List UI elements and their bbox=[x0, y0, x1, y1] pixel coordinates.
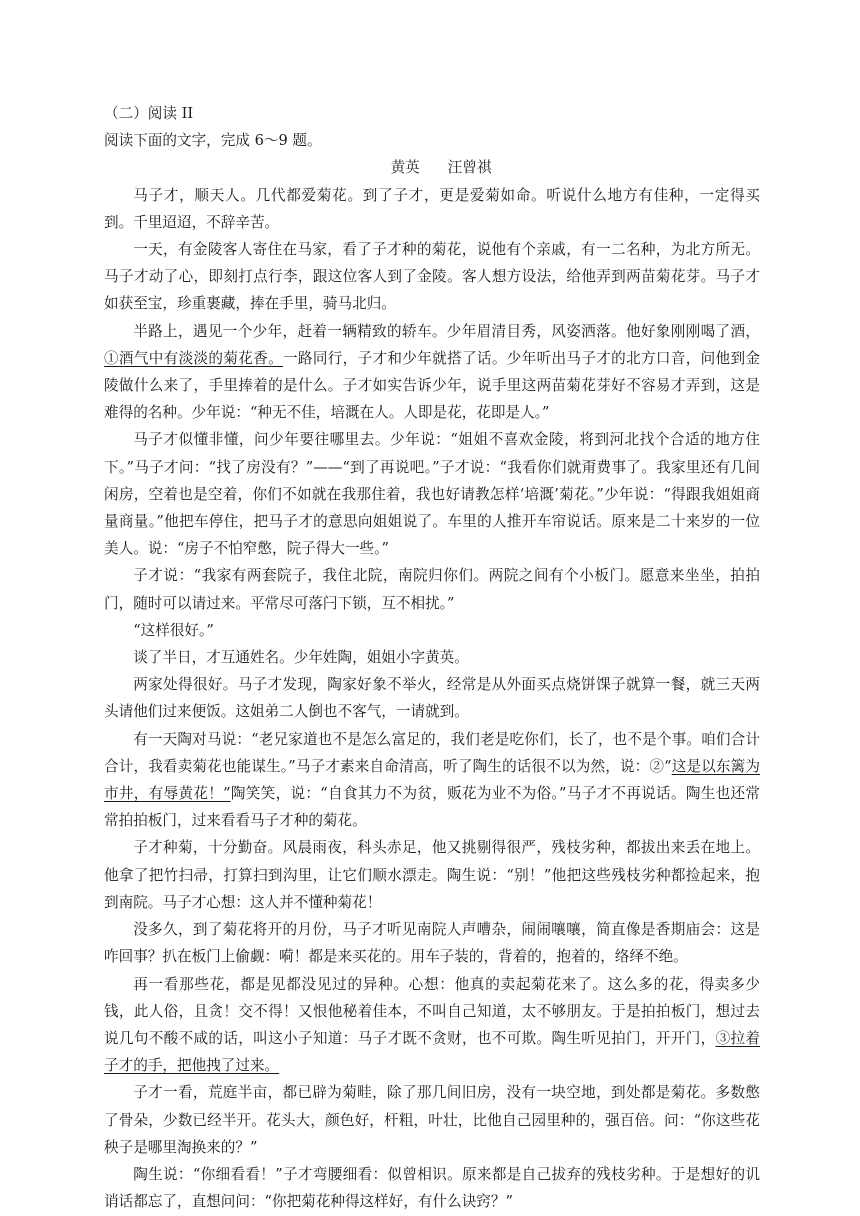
paragraph bbox=[104, 318, 760, 427]
paragraph bbox=[104, 671, 760, 725]
article-body bbox=[104, 182, 760, 1216]
paragraph-text: 谈了半日，才互通姓名。少年姓陶，姐姐小字黄英。 bbox=[133, 649, 469, 667]
paragraph-text: 马子才似懂非懂，问少年要往哪里去。少年说：“姐姐不喜欢金陵，将到河北找个合适的地方住下。”马子才问：“找了房没有？”——“到了再说吧。”子才说：“我看你们就甭费事了。我家里还有几间闲房，空着也是空着，你们不如就在我那住着，我也好请教怎样‘培溉’菊花。”少年说：“得跟我姐姐商量商量。”他把车停住，把马子才的意思向姐姐说了。车里的人推开车帘说话。原来是二十来岁的一位美人。说：“房子不怕窄憋，院子得大一些。” bbox=[104, 431, 760, 558]
paragraph bbox=[104, 1079, 760, 1161]
paragraph-text: 马子才，顺天人。几代都爱菊花。到了子才，更是爱菊如命。听说什么地方有佳种，一定得买到。千里迢迢，不辞辛苦。 bbox=[104, 186, 760, 231]
paragraph bbox=[104, 971, 760, 1080]
paragraph-text: 子才一看，荒庭半亩，都已辟为菊畦，除了那几间旧房，没有一块空地，到处都是菊花。多数憋了骨朵，少数已经半开。花头大，颜色好，杆粗，叶壮，比他自己园里种的，强百倍。问：“你这些花秧子是哪里淘换来的？” bbox=[104, 1084, 760, 1156]
paragraph-text: 再一看那些花，都是见都没见过的异种。心想：他真的卖起菊花来了。这么多的花，得卖多少钱，此人俗，且贪！交不得！又恨他秘着佳本，不叫自己知道，太不够朋友。于是拍拍板门，想过去说几句不酸不咸的话，叫这小子知道：马子才既不贪财，也不可欺。陶生听见拍门，开开门， bbox=[104, 975, 760, 1047]
underlined-passage: 这是以东篱为市井，有辱黄花！” bbox=[104, 757, 760, 803]
paragraph-text: “这样很好。” bbox=[133, 621, 214, 639]
paragraph-text: 有一天陶对马说：“老兄家道也不是怎么富足的，我们老是吃你们，长了，也不是个事。咱们合计合计，我看卖菊花也能谋生。”马子才素来自命清高，听了陶生的话很不以为然，说：②“ bbox=[104, 730, 760, 775]
paragraph bbox=[104, 834, 760, 916]
paragraph-text: 陶生说：“你细看看！”子才弯腰细看：似曾相识。原来都是自己拔弃的残枝劣种。于是想好的讥诮话都忘了，直想问问：“你把菊花种得这样好，有什么诀窍？” bbox=[104, 1165, 760, 1211]
paragraph-text: 半路上，遇见一个少年，赶着一辆精致的轿车。少年眉清目秀，风姿洒落。他好象刚刚喝了酒， bbox=[133, 322, 760, 340]
paragraph bbox=[104, 1161, 760, 1215]
article-page bbox=[104, 100, 760, 1215]
paragraph-text: 两家处得很好。马子才发现，陶家好象不举火，经常是从外面买点烧饼馃子就算一餐，就三天两头请他们过来便饭。这姐弟二人倒也不客气，一请就到。 bbox=[104, 676, 760, 721]
article-title: 黄英 bbox=[390, 159, 420, 177]
paragraph-text: 陶笑笑，说：“自食其力不为贫，贩花为业不为俗。”马子才不再说话。陶生也还常常拍拍板门，过来看看马子才种的菊花。 bbox=[104, 785, 760, 830]
paragraph bbox=[104, 726, 760, 835]
paragraph bbox=[104, 562, 760, 616]
paragraph-text: 子才说：“我家有两套院子，我住北院，南院归你们。两院之间有个小板门。愿意来坐坐，拍拍门，随时可以请过来。平常尽可落闩下锁，互不相扰。” bbox=[104, 567, 760, 612]
section-heading: （二）阅读 II bbox=[104, 105, 194, 122]
paragraph-text: 子才种菊，十分勤奋。风晨雨夜，科头赤足，他又挑剔得很严，残枝劣种，都拔出来丢在地上。他拿了把竹扫帚，打算扫到沟里，让它们顺水漂走。陶生说：“别！”他把这些残枝劣种都捡起来，抱到南院。马子才心想：这人并不懂种菊花！ bbox=[104, 839, 760, 911]
paragraph bbox=[104, 644, 760, 671]
underlined-passage: ①酒气中有淡淡的菊花香。 bbox=[104, 349, 283, 367]
article-author: 汪曾祺 bbox=[447, 159, 492, 177]
article-title-line bbox=[104, 154, 760, 181]
paragraph bbox=[104, 236, 760, 318]
paragraph bbox=[104, 182, 760, 236]
paragraph-text: 一路同行，子才和少年就搭了话。少年听出马子才的北方口音，问他到金陵做什么来了，手里捧着的是什么。子才如实告诉少年，说手里这两苗菊花芽好不容易才弄到，这是难得的名种。少年说：“种无不佳，培溉在人。人即是花，花即是人。” bbox=[104, 349, 760, 422]
underlined-passage: ③拉着子才的手，把他拽了过来。 bbox=[104, 1029, 760, 1075]
paragraph-text: 一天，有金陵客人寄住在马家，看了子才种的菊花，说他有个亲戚，有一二名种，为北方所无。马子才动了心，即刻打点行李，跟这位客人到了金陵。客人想方设法，给他弄到两苗菊花芽。马子才如获至宝，珍重裹藏，捧在手里，骑马北归。 bbox=[104, 241, 760, 313]
paragraph-text: 没多久，到了菊花将开的月份，马子才听见南院人声嘈杂，闹闹嚷嚷，简直像是香期庙会：这是咋回事？扒在板门上偷觑：嗬！都是来买花的。用车子装的，背着的，抱着的，络绎不绝。 bbox=[104, 921, 760, 966]
instruction: 阅读下面的文字，完成 6～9 题。 bbox=[104, 132, 322, 150]
paragraph bbox=[104, 617, 760, 644]
paragraph bbox=[104, 426, 760, 562]
paragraph bbox=[104, 916, 760, 970]
